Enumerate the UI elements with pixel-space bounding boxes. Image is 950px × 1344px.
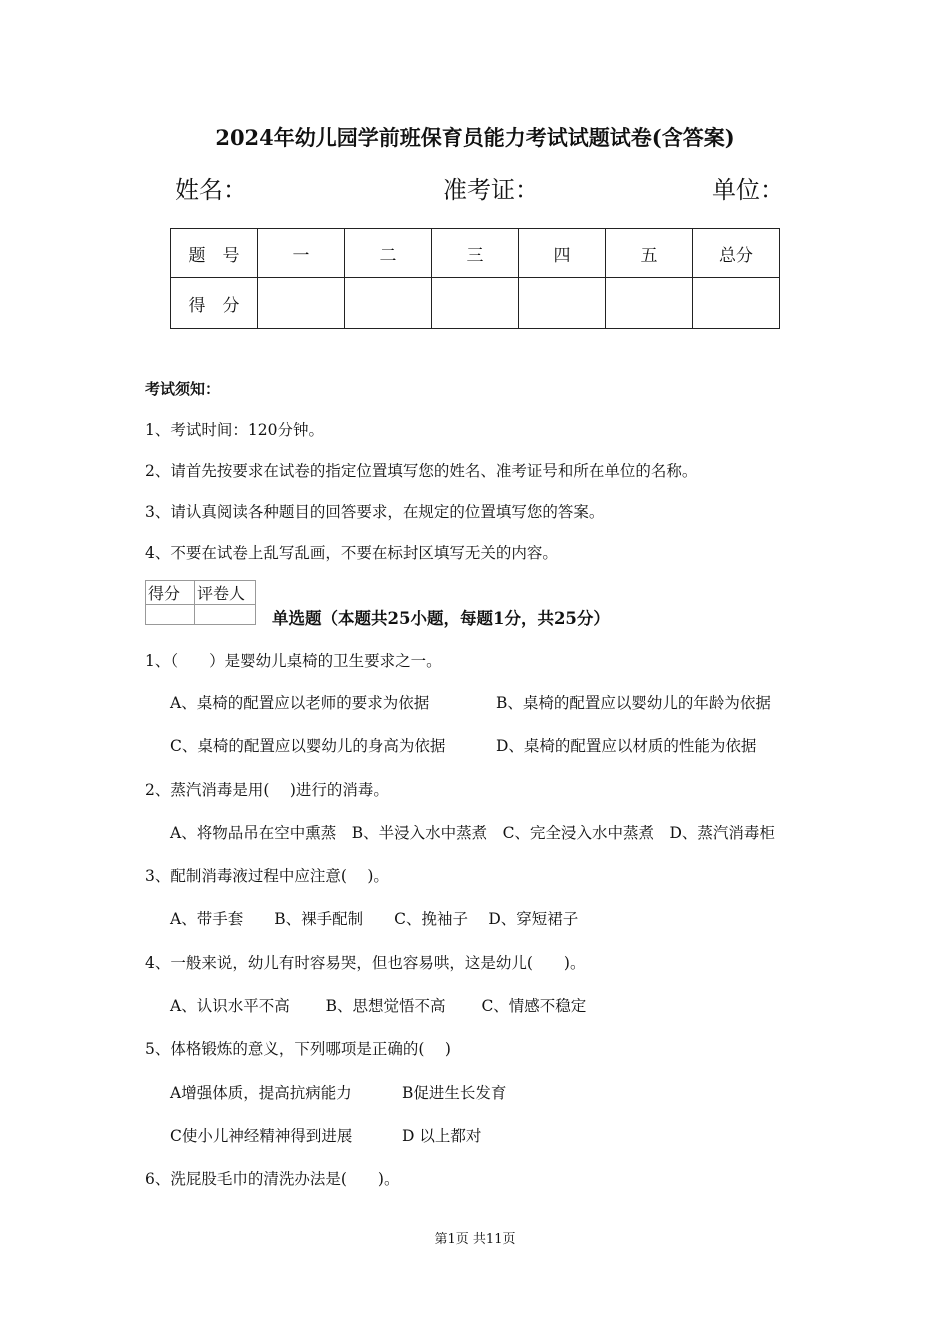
question-stem: 2、蒸汽消毒是用( )进行的消毒。 [145,781,389,799]
question-options: A、带手套 B、裸手配制 C、挽袖子 D、穿短裙子 [170,910,579,928]
score-header-cell: 总分 [693,229,780,278]
question-option: B、桌椅的配置应以婴幼儿的年龄为依据 [496,694,771,712]
score-table [170,228,780,329]
question-stem: 1、（ ）是婴幼儿桌椅的卫生要求之一。 [145,652,442,670]
grader-box [145,580,256,625]
score-cell[interactable] [519,278,606,329]
question-option: A增强体质，提高抗病能力 [170,1084,352,1102]
score-header-cell: 四 [519,229,606,278]
notice-heading: 考试须知： [145,380,221,398]
question-options: A、认识水平不高 B、思想觉悟不高 C、情感不稳定 [170,997,587,1015]
score-header-cell: 五 [606,229,693,278]
notice-item: 1、考试时间：120分钟。 [145,421,324,439]
grader-score-label: 得分 [146,581,195,605]
score-header-cell: 三 [432,229,519,278]
score-table-header-row [171,229,780,278]
score-header-cell: 一 [258,229,345,278]
section-title: 单选题（本题共25小题，每题1分，共25分） [272,609,610,628]
grader-name-cell[interactable] [195,605,256,625]
question-stem: 4、一般来说，幼儿有时容易哭，但也容易哄，这是幼儿( )。 [145,954,586,972]
question-option: D、桌椅的配置应以材质的性能为依据 [496,737,757,755]
score-row-label: 得 分 [171,278,258,329]
score-header-cell: 二 [345,229,432,278]
question-option: C、桌椅的配置应以婴幼儿的身高为依据 [170,737,446,755]
score-header-cell: 题 号 [171,229,258,278]
unit-field-label: 单位： [712,176,784,204]
question-stem: 5、体格锻炼的意义，下列哪项是正确的( ) [145,1040,451,1058]
score-table-score-row [171,278,780,329]
grader-name-label: 评卷人 [195,581,256,605]
grader-score-cell[interactable] [146,605,195,625]
exam-id-field-label: 准考证： [443,176,539,204]
question-stem: 3、配制消毒液过程中应注意( )。 [145,867,389,885]
question-stem: 6、洗屁股毛巾的清洗办法是( )。 [145,1170,400,1188]
score-cell[interactable] [606,278,693,329]
name-field-label: 姓名： [175,176,247,204]
exam-title: 2024年幼儿园学前班保育员能力考试试题试卷(含答案) [215,125,735,150]
page-footer: 第1页 共11页 [434,1232,516,1247]
notice-item: 4、不要在试卷上乱写乱画，不要在标封区填写无关的内容。 [145,544,558,562]
score-cell[interactable] [258,278,345,329]
question-option: A、桌椅的配置应以老师的要求为依据 [170,694,430,712]
question-option: C使小儿神经精神得到进展 [170,1127,353,1145]
question-option: D 以上都对 [402,1127,482,1145]
question-option: B促进生长发育 [402,1084,507,1102]
score-cell[interactable] [345,278,432,329]
notice-item: 3、请认真阅读各种题目的回答要求，在规定的位置填写您的答案。 [145,503,605,521]
notice-item: 2、请首先按要求在试卷的指定位置填写您的姓名、准考证号和所在单位的名称。 [145,462,698,480]
question-options: A、将物品吊在空中熏蒸 B、半浸入水中蒸煮 C、完全浸入水中蒸煮 D、蒸汽消毒柜 [170,824,775,842]
score-cell[interactable] [432,278,519,329]
score-cell[interactable] [693,278,780,329]
